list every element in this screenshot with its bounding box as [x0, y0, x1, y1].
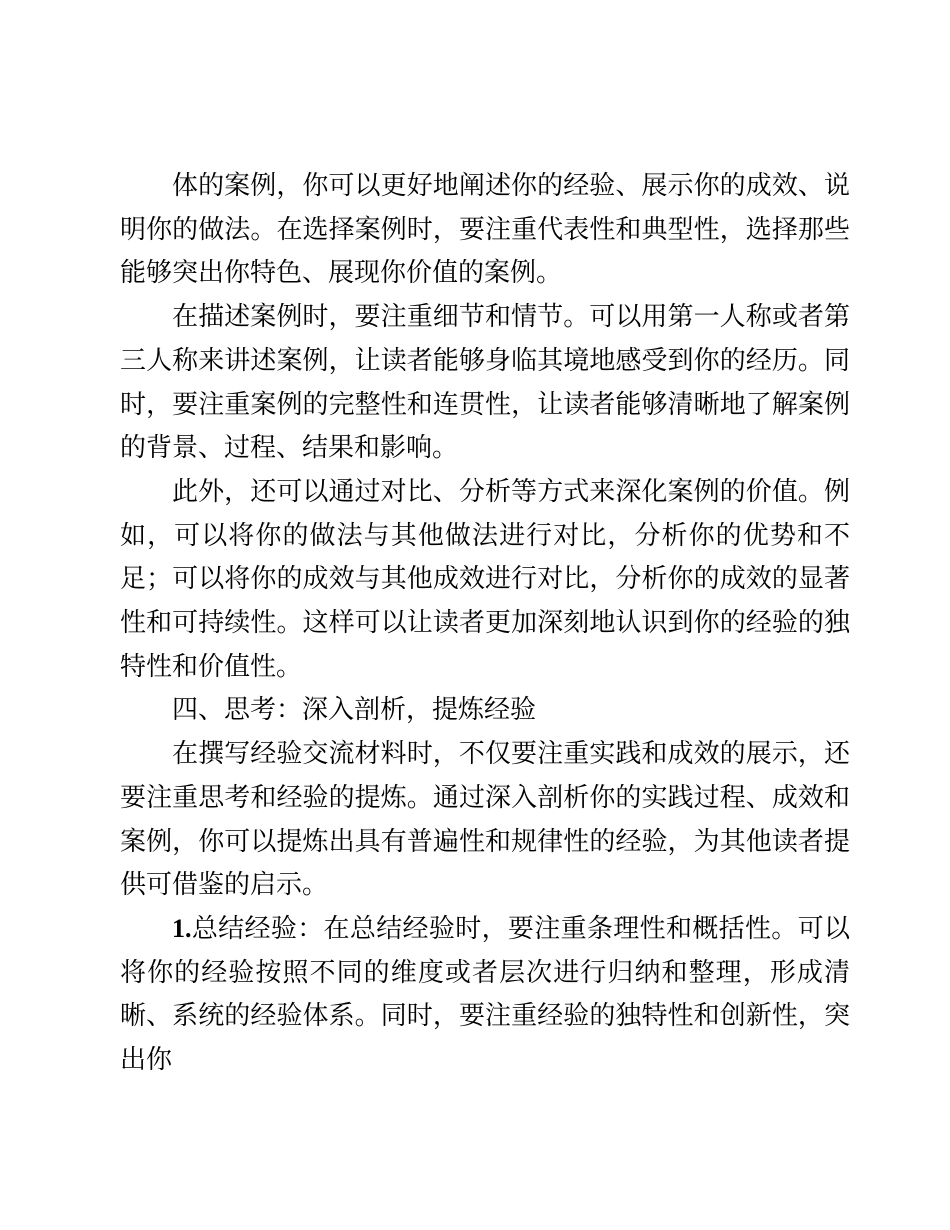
paragraph-case-description: 在描述案例时，要注重细节和情节。可以用第一人称或者第三人称来讲述案例，让读者能够身临其境地感受到你的经历。同时，要注重案例的完整性和连贯性，让读者能够清晰地了解案例的背景、过程、结果和影响。 — [120, 301, 850, 463]
paragraph-case-comparison: 此外，还可以通过对比、分析等方式来深化案例的价值。例如，可以将你的做法与其他做法进行对比，分析你的优势和不足；可以将你的成效与其他成效进行对比，分析你的成效的显著性和可持续性。这样可以让读者更加深刻地认识到你的经验的独特性和价值性。 — [120, 475, 850, 681]
paragraph-text: 总结经验：在总结经验时，要注重条理性和概括性。可以将你的经验按照不同的维度或者层次进行归纳和整理，形成清晰、系统的经验体系。同时，要注重经验的独特性和创新性，突出你 — [120, 912, 850, 1075]
paragraph-case-selection: 体的案例，你可以更好地阐述你的经验、展示你的成效、说明你的做法。在选择案例时，要注重代表性和典型性，选择那些能够突出你特色、展现你价值的案例。 — [120, 170, 850, 288]
section-heading-four: 四、思考：深入剖析，提炼经验 — [172, 694, 537, 725]
paragraph-summarize-experience — [120, 907, 850, 1082]
list-number: 1. — [172, 913, 192, 943]
paragraph-reflection-intro: 在撰写经验交流材料时，不仅要注重实践和成效的展示，还要注重思考和经验的提炼。通过深入剖析你的实践过程、成效和案例，你可以提炼出具有普遍性和规律性的经验，为其他读者提供可借鉴的启示。 — [120, 738, 850, 900]
